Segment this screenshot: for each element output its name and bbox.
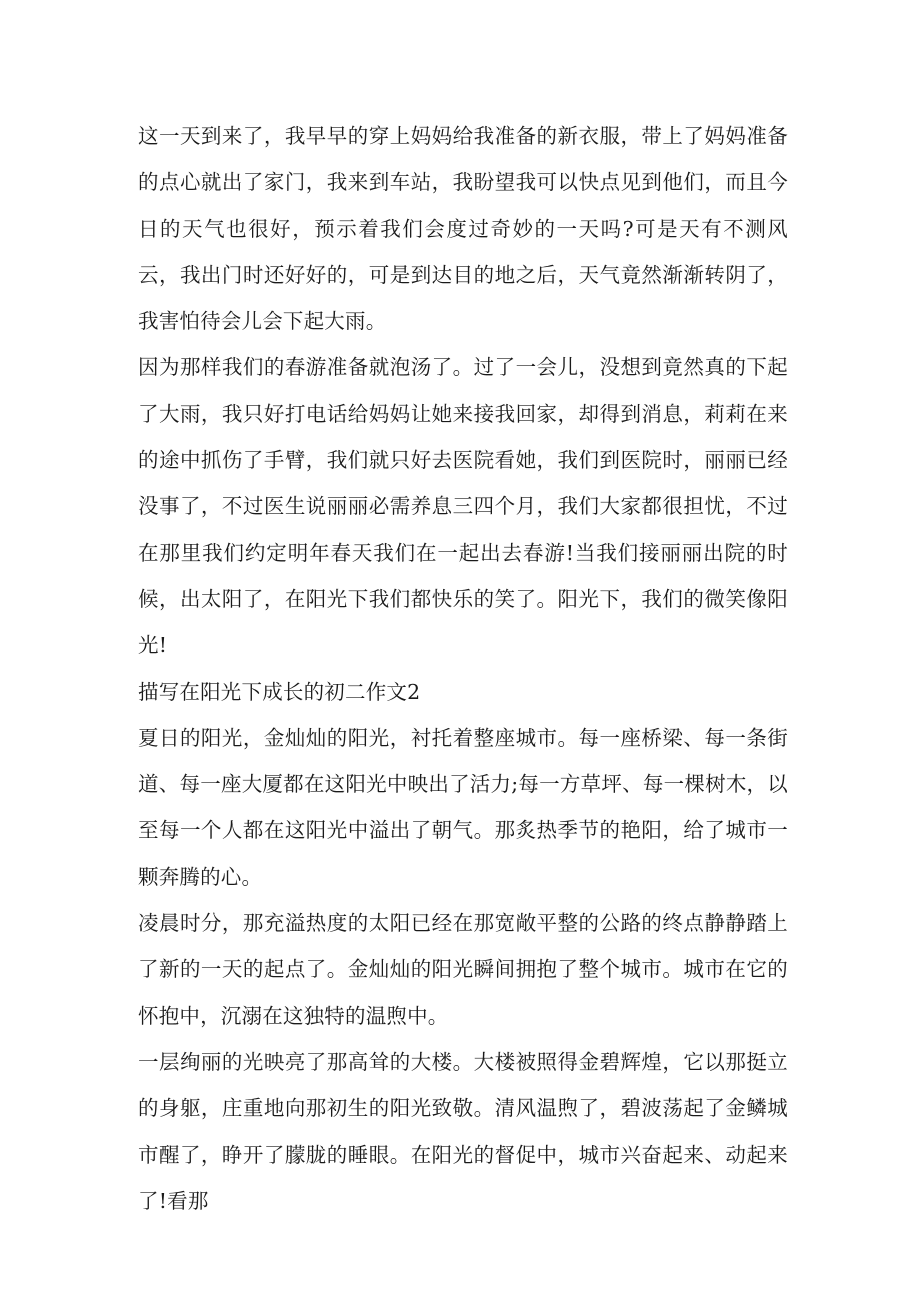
paragraph-2: 因为那样我们的春游准备就泡汤了。过了一会儿，没想到竟然真的下起了大雨，我只好打电话给妈妈让她来接我回家，却得到消息，莉莉在来的途中抓伤了手臂，我们就只好去医院看她，我们到医院时，丽丽已经没事了，不过医生说丽丽必需养息三四个月，我们大家都很担忧，不过在那里我们约定明年春天我们在一起出去春游!当我们接丽丽出院的时候，出太阳了，在阳光下我们都快乐的笑了。阳光下，我们的微笑像阳光!	[138, 355, 788, 658]
paragraph-5: 一层绚丽的光映亮了那高耸的大楼。大楼被照得金碧辉煌，它以那挺立的身躯，庄重地向那初生的阳光致敬。清风温煦了，碧波荡起了金鳞城市醒了，睁开了朦胧的睡眼。在阳光的督促中，城市兴奋起来、动起来了!看那	[138, 1049, 788, 1213]
paragraph-3: 夏日的阳光，金灿灿的阳光，衬托着整座城市。每一座桥梁、每一条街道、每一座大厦都在这阳光中映出了活力;每一方草坪、每一棵树木，以至每一个人都在这阳光中溢出了朝气。那炙热季节的艳阳，给了城市一颗奔腾的心。	[138, 725, 788, 889]
essay-body	[138, 113, 788, 1224]
paragraph-4: 凌晨时分，那充溢热度的太阳已经在那宽敞平整的公路的终点静静踏上了新的一天的起点了。金灿灿的阳光瞬间拥抱了整个城市。城市在它的怀抱中，沉溺在这独特的温煦中。	[138, 911, 788, 1028]
paragraph-1: 这一天到来了，我早早的穿上妈妈给我准备的新衣服，带上了妈妈准备的点心就出了家门，我来到车站，我盼望我可以快点见到他们，而且今日的天气也很好，预示着我们会度过奇妙的一天吗?可是天有不测风云，我出门时还好好的，可是到达目的地之后，天气竟然渐渐转阴了，我害怕待会儿会下起大雨。	[138, 124, 788, 334]
section-title: 描写在阳光下成长的初二作文2	[138, 679, 421, 704]
